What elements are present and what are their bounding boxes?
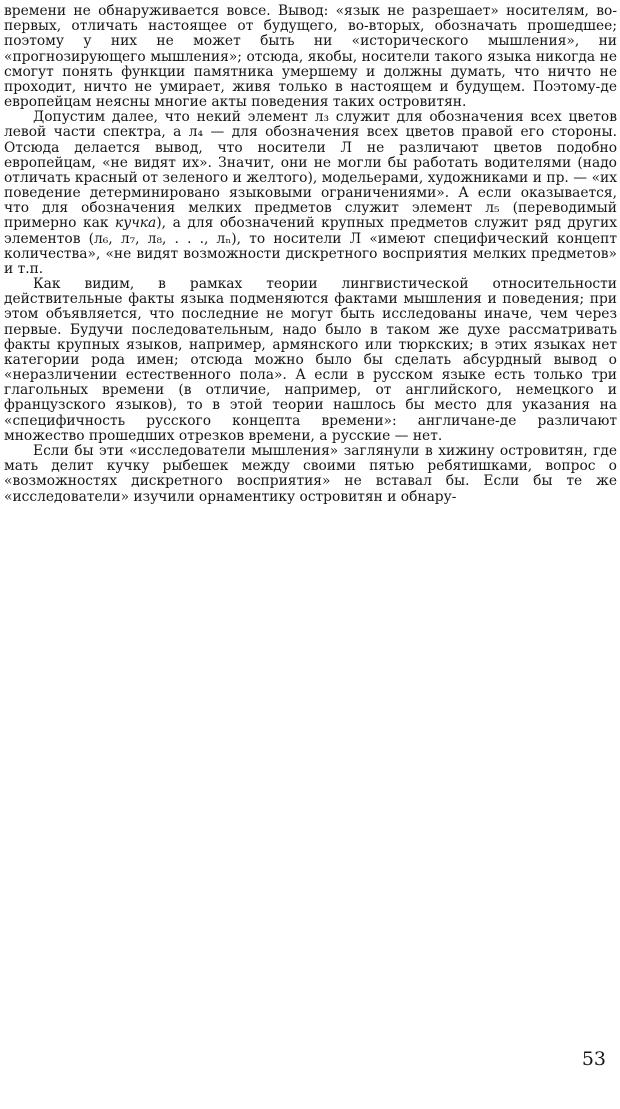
italic-term: кучка xyxy=(114,215,157,232)
document-page xyxy=(4,4,617,1104)
page-number: 53 xyxy=(581,1048,606,1070)
paragraph: Как видим, в рамках теории лингвистической относительности действительные факты языка подменяются фактами мышления и поведения; при этом объявляется, что последние не могут быть исследованы иначе, чем через первые. Будучи последовательным, надо было в таком же духе рассматривать факты крупных языков, например, армянского или тюркских; в этих языках нет категории рода имен; отсюда можно было бы сделать абсурдный вывод о «неразличении естественного пола». А если в русском языке есть только три глагольных времени (в отличие, например, от английского, немецкого и французского языков), то в этой теории нашлось бы место для указания на «специфичность русского концепта времени»: англичане-де различают множество прошедших отрезков времени, а русские — нет. xyxy=(4,276,617,444)
paragraph: времени не обнаруживается вовсе. Вывод: «язык не разрешает» носителям, во-первых, отличать настоящее от будущего, во-вторых, обозначать прошедшее; поэтому у них не может быть ни «исторического мышления», ни «прогнозирующего мышления»; отсюда, якобы, носители такого языка никогда не смогут понять функции памятника умершему и должны думать, что ничто не проходит, ничто не умирает, живя только в настоящем и будущем. Поэтому-де европейцам неясны многие акты поведения таких островитян. xyxy=(4,3,617,111)
paragraph: Если бы эти «исследователи мышления» заглянули в хижину островитян, где мать делит кучку рыбешек между своими пятью ребятишками, вопрос о «возможностях дискретного восприятия» не вставал бы. Если бы те же «исследователи» изучили орнаментику островитян и обнару- xyxy=(4,442,617,505)
paragraph: Допустим далее, что некий элемент л₃ служит для обозначения всех цветов левой части спектра, а л₄ — для обозначения всех цветов правой его стороны. Отсюда делается вывод, что носители Л не различают цветов подобно европейцам, «не видят их». Значит, они не могли бы работать водителями (надо отличать красный от зеленого и желтого), модельерами, художниками и пр. — «их поведение детерминировано языковыми ограничениями». А если оказывается, что для обозначения мелких предметов служит элемент л₅ (переводимый примерно как кучка), а для обозначений крупных предметов служит ряд других элементов (л₆, л₇, л₈, . . ., лₙ), то носители Л «имеют специфический концепт количества», «не видят возможности дискретного восприятия мелких предметов» и т.п. xyxy=(4,109,618,277)
